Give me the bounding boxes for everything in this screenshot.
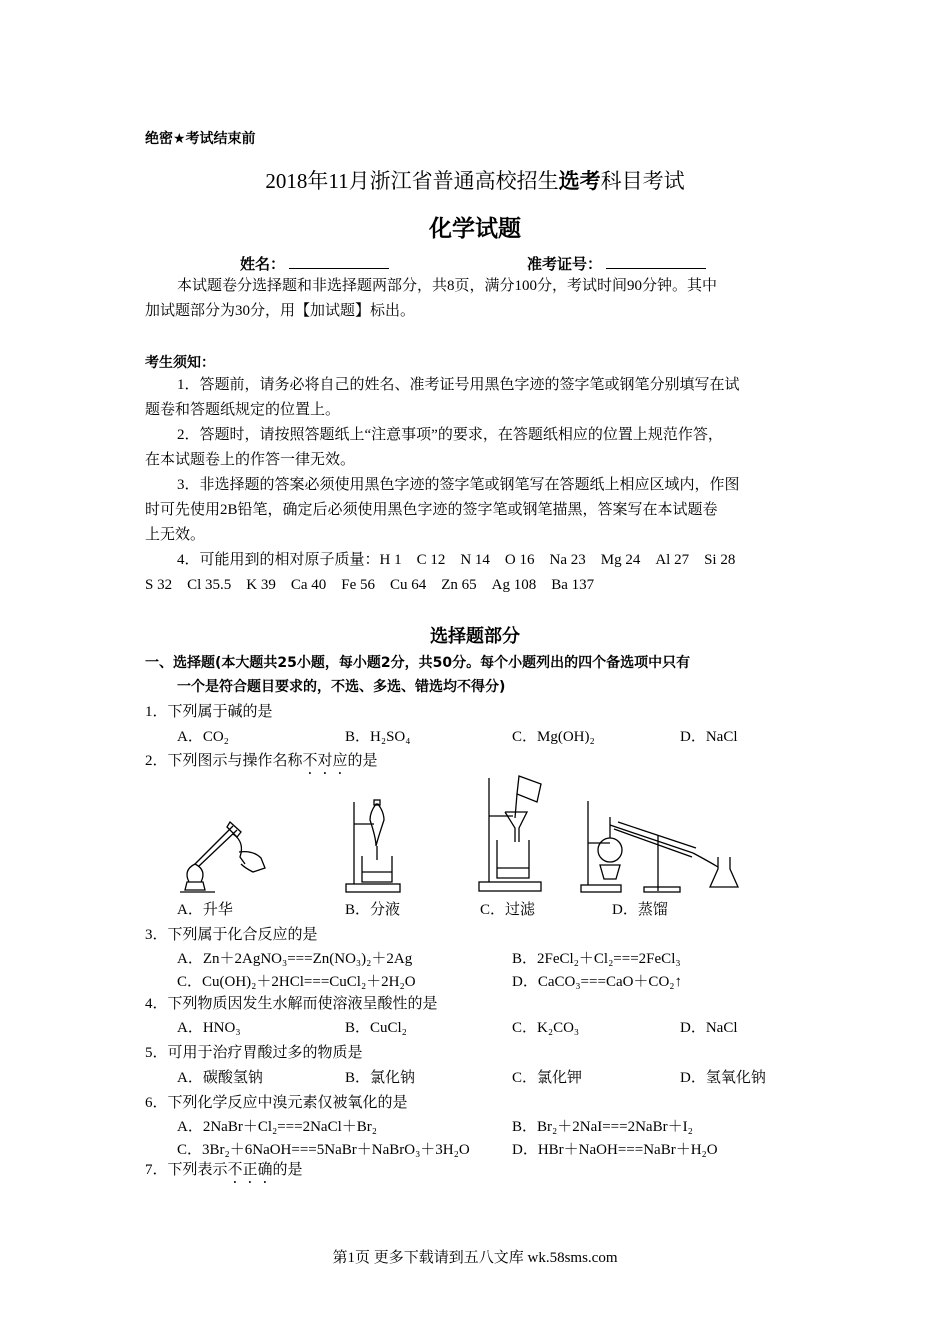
q2-stem-b: 的是	[347, 753, 378, 769]
q3-option-b[interactable]: B．2FeCl₂＋Cl₂===2FeCl₃	[512, 951, 681, 967]
exam-id-blank[interactable]	[606, 254, 706, 269]
filtration-apparatus-icon	[475, 772, 550, 894]
notice-item1-line1: 1．答题前，请务必将自己的姓名、准考证号用黑色字迹的签字笔或钢笔分别填写在试	[177, 377, 740, 393]
q7-stem-emphasis: 不正确	[227, 1162, 273, 1178]
q4-option-b[interactable]: B．CuCl₂	[345, 1020, 407, 1036]
exam-id-label: 准考证号：	[527, 255, 603, 273]
q1-option-c[interactable]: C．Mg(OH)₂	[512, 729, 595, 745]
notice-item3-line3: 上无效。	[145, 527, 206, 543]
q1-option-b[interactable]: B．H₂SO₄	[345, 729, 411, 745]
q3-stem: 3．下列属于化合反应的是	[145, 927, 318, 943]
q6-option-a[interactable]: A．2NaBr＋Cl₂===2NaCl＋Br₂	[177, 1119, 377, 1135]
separatory-funnel-icon	[340, 798, 410, 896]
q3-option-d[interactable]: D．CaCO₃===CaO＋CO₂↑	[512, 974, 683, 990]
q2-option-d[interactable]: D．蒸馏	[612, 902, 668, 918]
q2-option-b[interactable]: B．分液	[345, 902, 401, 918]
q7-stem-b: 的是	[272, 1162, 303, 1178]
notice-item4-line1: 4．可能用到的相对原子质量：H 1 C 12 N 14 O 16 Na 23 Mg 24 Al 27 Si 28	[177, 552, 736, 568]
exam-title	[0, 165, 950, 195]
q6-option-d[interactable]: D．HBr＋NaOH===NaBr＋H₂O	[512, 1142, 718, 1158]
notice-item2-line1: 2．答题时，请按照答题纸上“注意事项”的要求，在答题纸相应的位置上规范作答，	[177, 427, 723, 443]
page-footer: 第1页 更多下载请到五八文库 wk.58sms.com	[332, 1250, 618, 1266]
exam-title-part2: 科目考试	[600, 169, 685, 193]
q1-stem: 1．下列属于碱的是	[145, 704, 273, 720]
q5-option-b[interactable]: B．氯化钠	[345, 1070, 416, 1086]
name-label: 姓名：	[240, 255, 286, 273]
section-heading-line1: 一、选择题(本大题共25小题，每小题2分，共50分。每个小题列出的四个备选项中只有	[145, 655, 691, 671]
q5-option-c[interactable]: C．氯化钾	[512, 1070, 583, 1086]
q2-option-a[interactable]: A．升华	[177, 902, 233, 918]
q6-option-b[interactable]: B．Br₂＋2NaI===2NaBr＋I₂	[512, 1119, 693, 1135]
exam-title-part1: 2018年11月浙江省普通高校招生	[265, 169, 559, 193]
q4-option-d[interactable]: D．NaCl	[680, 1020, 738, 1036]
q1-option-a[interactable]: A．CO₂	[177, 729, 229, 745]
q7-stem	[145, 1158, 303, 1187]
q2-option-c[interactable]: C．过滤	[480, 902, 536, 918]
q4-stem: 4．下列物质因发生水解而使溶液呈酸性的是	[145, 996, 438, 1012]
notice-item2-line2: 在本试题卷上的作答一律无效。	[145, 452, 356, 468]
q5-option-a[interactable]: A．碳酸氢钠	[177, 1070, 263, 1086]
paper-subtitle: 化学试题	[429, 216, 521, 242]
section-title: 选择题部分	[430, 626, 520, 647]
exam-id-field[interactable]	[527, 253, 706, 274]
section-heading-line2: 一个是符合题目要求的，不选、多选、错选均不得分)	[177, 679, 506, 695]
q5-stem: 5．可用于治疗胃酸过多的物质是	[145, 1045, 363, 1061]
q1-option-d[interactable]: D．NaCl	[680, 729, 738, 745]
q2-stem-a: 2．下列图示与操作名称	[145, 753, 303, 769]
notice-item1-line2: 题卷和答题纸规定的位置上。	[145, 402, 341, 418]
q3-option-a[interactable]: A．Zn＋2AgNO₃===Zn(NO₃)₂＋2Ag	[177, 951, 413, 967]
q4-option-a[interactable]: A．HNO₃	[177, 1020, 241, 1036]
q2-stem	[145, 749, 378, 778]
secret-label: 绝密★考试结束前	[145, 131, 256, 147]
q4-option-c[interactable]: C．K₂CO₃	[512, 1020, 580, 1036]
intro-line1: 本试题卷分选择题和非选择题两部分，共8页，满分100分，考试时间90分钟。其中	[177, 278, 718, 294]
sublimation-apparatus-icon	[175, 812, 270, 897]
q2-stem-emphasis: 不对应	[302, 753, 348, 769]
notice-item3-line2: 时可先使用2B铅笔，确定后必须使用黑色字迹的签字笔或钢笔描黑，答案写在本试题卷	[145, 502, 718, 518]
notice-item3-line1: 3．非选择题的答案必须使用黑色字迹的签字笔或钢笔写在答题纸上相应区域内，作图	[177, 477, 740, 493]
q7-stem-a: 7．下列表示	[145, 1162, 228, 1178]
name-field[interactable]	[240, 253, 389, 274]
exam-title-emphasis: 选考	[558, 169, 601, 193]
q6-stem: 6．下列化学反应中溴元素仅被氧化的是	[145, 1095, 408, 1111]
distillation-apparatus-icon	[578, 795, 748, 895]
q6-option-c[interactable]: C．3Br₂＋6NaOH===5NaBr＋NaBrO₃＋3H₂O	[177, 1142, 470, 1158]
name-blank[interactable]	[289, 254, 389, 269]
notice-title: 考生须知：	[145, 355, 215, 371]
q5-option-d[interactable]: D．氢氧化钠	[680, 1070, 766, 1086]
intro-line2: 加试题部分为30分，用【加试题】标出。	[145, 303, 416, 319]
q3-option-c[interactable]: C．Cu(OH)₂＋2HCl===CuCl₂＋2H₂O	[177, 974, 416, 990]
notice-item4-line2: S 32 Cl 35.5 K 39 Ca 40 Fe 56 Cu 64 Zn 65 Ag 108 Ba 137	[145, 577, 595, 593]
